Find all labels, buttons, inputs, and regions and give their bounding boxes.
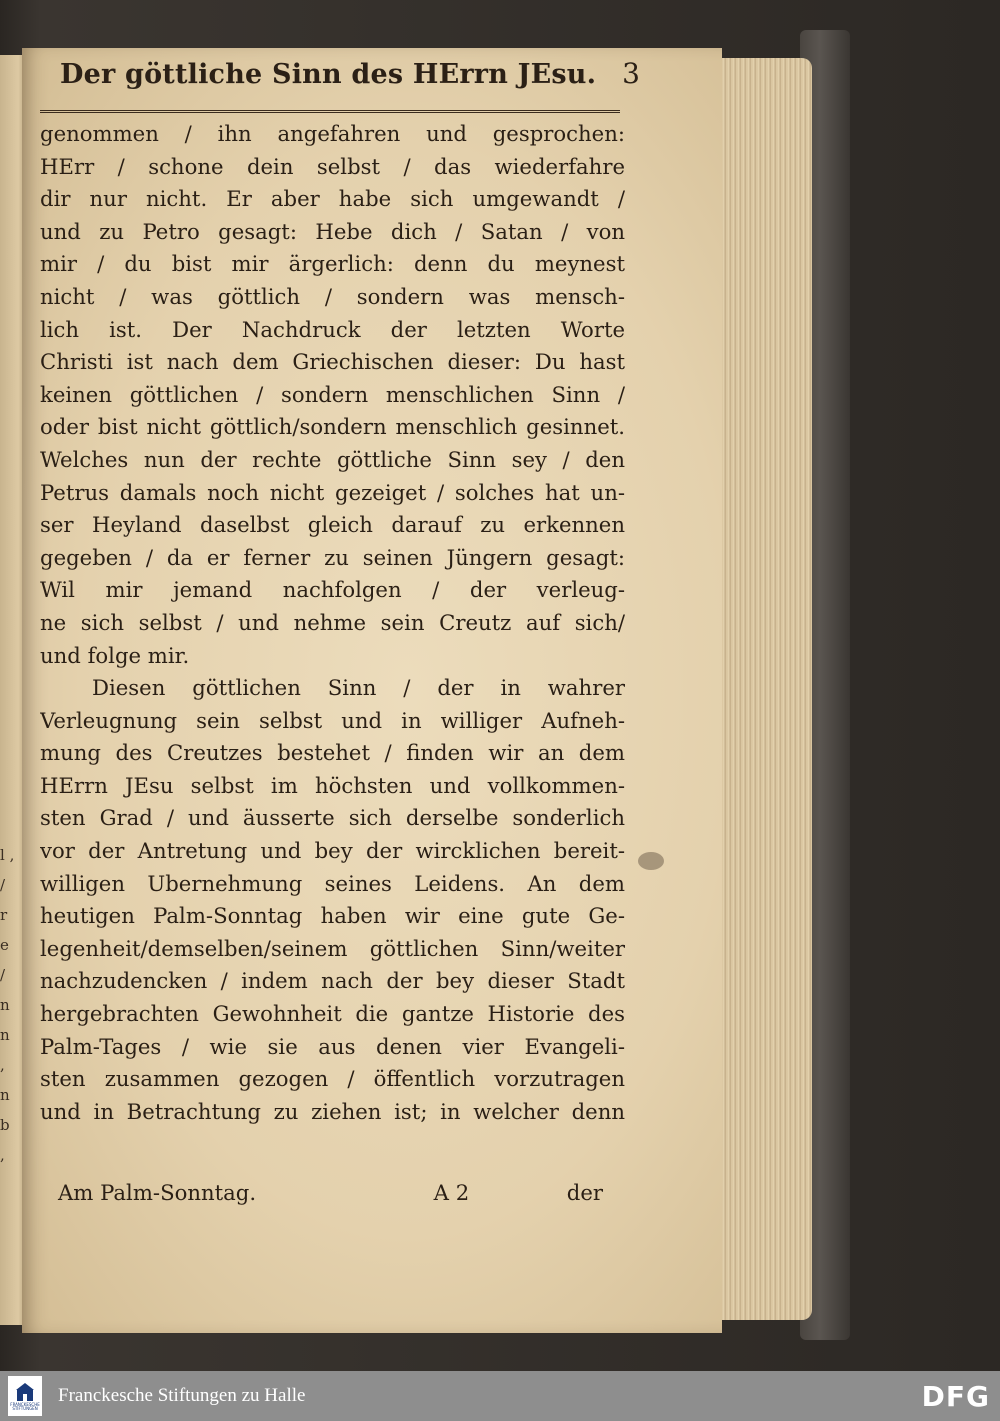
text-line: ne sich selbst / und nehme sein Creutz auf sich/	[40, 609, 625, 635]
text-line: Christi ist nach dem Griechischen dieser: Du hast	[40, 349, 625, 375]
logo-text-line-1: FRANCKESCHE	[10, 1402, 40, 1407]
text-line: sten Grad / und äusserte sich derselbe sonderlich	[40, 805, 625, 831]
page-stack-edges	[712, 58, 812, 1320]
catchword: der	[566, 1180, 603, 1205]
header-rule	[40, 110, 620, 113]
text-line: Palm-Tages / wie sie aus denen vier Evangeli-	[40, 1033, 625, 1059]
body-text	[40, 118, 625, 1128]
text-line: Wil mir jemand nachfolgen / der verleug-	[40, 577, 625, 603]
text-line: mir / du bist mir ärgerlich: denn du meynest	[40, 251, 625, 277]
page-header	[60, 57, 640, 107]
text-line: nicht / was göttlich / sondern was mensch-	[40, 283, 625, 309]
institution-name[interactable]: Franckesche Stiftungen zu Halle	[58, 1385, 306, 1406]
viewer-footer-bar	[0, 1371, 1000, 1421]
text-line: sten zusammen gezogen / öffentlich vorzutragen	[40, 1066, 625, 1092]
page-number: 3	[622, 57, 640, 90]
text-line: keinen göttlichen / sondern menschlichen Sinn /	[40, 381, 625, 407]
text-line: hergebrachten Gewohnheit die gantze Historie des	[40, 1001, 625, 1027]
text-line: mung des Creutzes bestehet / finden wir an dem	[40, 740, 625, 766]
text-line: und zu Petro gesagt: Hebe dich / Satan / von	[40, 218, 625, 244]
text-line: HErrn JEsu selbst im höchsten und vollkommen-	[40, 772, 625, 798]
text-line: nachzudencken / indem nach der bey dieser Stadt	[40, 968, 625, 994]
ink-smudge	[638, 852, 664, 870]
institution-logo[interactable]	[8, 1376, 42, 1416]
text-line: Verleugnung sein selbst und in williger Aufneh-	[40, 707, 625, 733]
text-line: ser Heyland daselbst gleich darauf zu erkennen	[40, 512, 625, 538]
logo-text-line-2: STIFTUNGEN	[12, 1406, 38, 1411]
dfg-logo[interactable]: DFG	[921, 1379, 990, 1413]
text-line: Welches nun der rechte göttliche Sinn sey / den	[40, 446, 625, 472]
page-footer	[58, 1180, 603, 1205]
text-line: Petrus damals noch nicht gezeiget / solches hat un-	[40, 479, 625, 505]
running-title: Der göttliche Sinn des HErrn JEsu.	[60, 59, 597, 90]
text-line: dir nur nicht. Er aber habe sich umgewandt /	[40, 186, 625, 212]
building-icon	[14, 1381, 36, 1403]
margin-bleed-text: l , / r e / n n , n b ,	[0, 846, 15, 1164]
signature-mark: A 2	[433, 1180, 470, 1205]
text-line: willigen Ubernehmung seines Leidens. An dem	[40, 870, 625, 896]
text-line: Diesen göttlichen Sinn / der in wahrer	[92, 675, 625, 701]
text-line: genommen / ihn angefahren und gesprochen:	[40, 121, 625, 146]
text-line: und in Betrachtung zu ziehen ist; in welcher denn	[40, 1098, 625, 1124]
text-line: lich ist. Der Nachdruck der letzten Worte	[40, 316, 625, 342]
text-line: oder bist nicht göttlich/sondern menschlich gesinnet.	[40, 414, 625, 440]
text-line: legenheit/demselben/seinem göttlichen Sinn/weiter	[40, 935, 625, 961]
text-line: vor der Antretung und bey der wircklichen bereit-	[40, 838, 625, 864]
text-line: gegeben / da er ferner zu seinen Jüngern gesagt:	[40, 544, 625, 570]
text-line: heutigen Palm-Sonntag haben wir eine gute Ge-	[40, 903, 625, 929]
text-line: und folge mir.	[40, 642, 190, 668]
text-line: HErr / schone dein selbst / das wiederfahre	[40, 153, 625, 179]
footer-title: Am Palm-Sonntag.	[58, 1180, 257, 1205]
